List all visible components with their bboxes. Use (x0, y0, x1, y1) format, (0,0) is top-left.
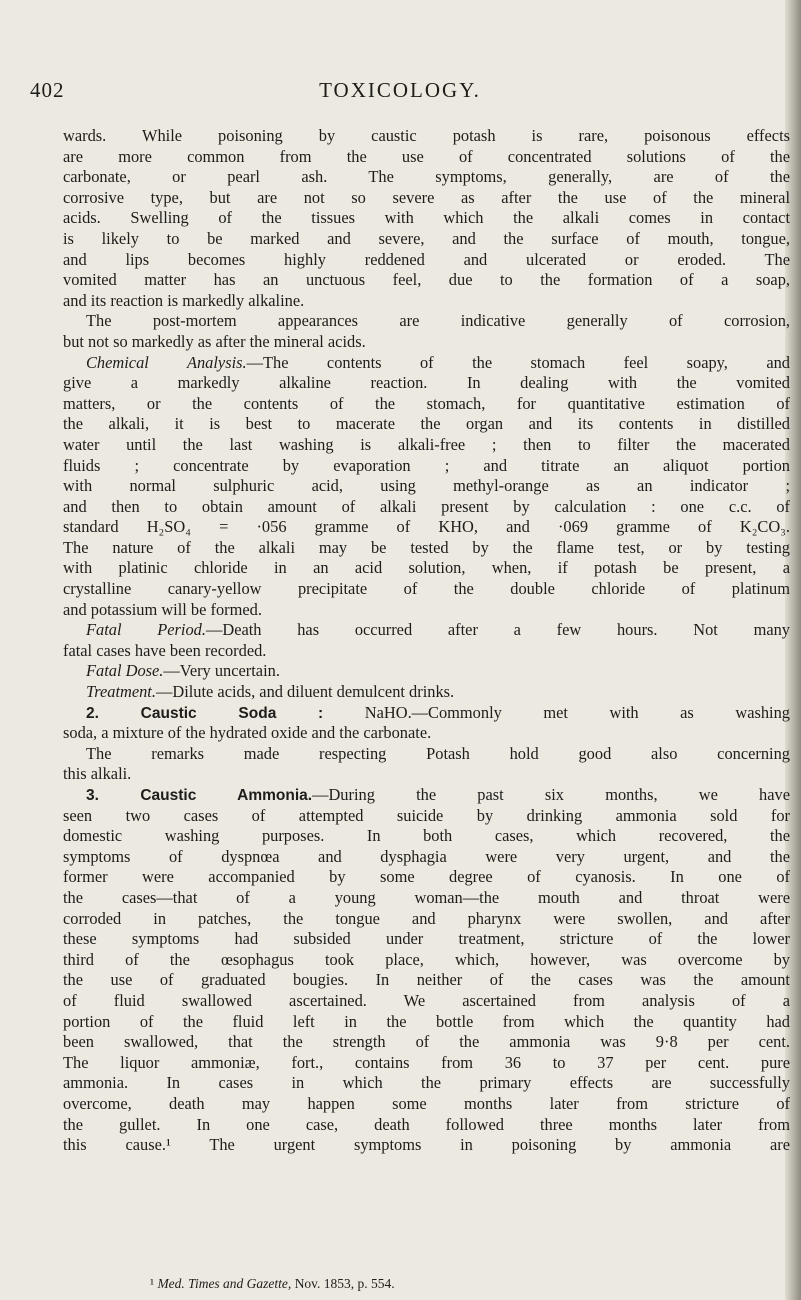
text-line: former were accompanied by some degree of cyanosis. In one of (63, 867, 790, 887)
text-line: give a markedly alkaline reaction. In dealing with the vomited (63, 373, 790, 393)
text-line: fatal cases have been recorded. (63, 640, 267, 660)
text-line: the alkali, it is best to macerate the organ and its contents in distilled (63, 414, 790, 434)
text-line: vomited matter has an unctuous feel, due to the formation of a soap, (63, 270, 790, 290)
text-line: wards. While poisoning by caustic potash is rare, poisonous effects (63, 126, 790, 145)
text-line: and potassium will be formed. (63, 599, 262, 619)
text-segment: —Dilute acids, and diluent demulcent drinks. (155, 682, 455, 702)
text-line: The post-mortem appearances are indicative generally of corrosion, (86, 311, 790, 331)
text-line: third of the œsophagus took place, which, however, was overcome by (63, 949, 790, 969)
heading-fatal-period: Fatal Period. (86, 620, 206, 640)
heading-fatal-dose: Fatal Dose. (86, 661, 164, 681)
heading-chemical-analysis: Chemical Analysis. (86, 352, 247, 372)
text-line: and then to obtain amount of alkali present by calculation : one c.c. of (63, 496, 790, 516)
text-line: been swallowed, that the strength of the ammonia was 9·8 per cent. (63, 1032, 790, 1052)
text-line: The nature of the alkali may be tested by the flame test, or by testing (63, 537, 790, 557)
text-line: domestic washing purposes. In both cases, which recovered, the (63, 826, 790, 846)
page-number: 402 (30, 78, 65, 102)
text-line: soda, a mixture of the hydrated oxide and the carbonate. (63, 723, 432, 743)
text-line: The remarks made respecting Potash hold good also concerning (86, 743, 790, 763)
body-text (63, 126, 790, 1156)
text-line: water until the last washing is alkali-free ; then to filter the macerated (63, 434, 790, 454)
running-title: TOXICOLOGY. (319, 78, 481, 102)
text-segment: —The contents of the stomach feel soapy, and (246, 352, 790, 372)
text-line: fluids ; concentrate by evaporation ; and titrate an aliquot portion (63, 455, 790, 475)
page-header (30, 78, 750, 108)
text-line: and lips becomes highly reddened and ulcerated or eroded. The (63, 249, 790, 269)
text-line: seen two cases of attempted suicide by drinking ammonia sold for (63, 805, 790, 825)
text-line: matters, or the contents of the stomach, for quantitative estimation of (63, 393, 790, 413)
footnote-source: Med. Times and Gazette, (157, 1276, 292, 1291)
fatal-period-line (63, 620, 790, 641)
text-segment: —During the past six months, we have (312, 785, 790, 804)
text-segment: NaHO.—Commonly met with as washing (364, 702, 790, 722)
footnote-marker: ¹ (150, 1276, 155, 1291)
heading-caustic-soda: 2. Caustic Soda : (86, 704, 324, 722)
text-line: the use of graduated bougies. In neither of the cases was the amount (63, 970, 790, 990)
caustic-ammonia-line (63, 785, 790, 806)
text-line: ammonia. In cases in which the primary effects are successfully (63, 1073, 790, 1093)
text-line: corrosive type, but are not so severe as after the use of the mineral (63, 187, 790, 207)
text-line: these symptoms had subsided under treatment, stricture of the lower (63, 929, 790, 949)
text-line: symptoms of dyspnœa and dysphagia were very urgent, and the (63, 846, 790, 866)
footnote-reference: Nov. 1853, p. 554. (294, 1276, 395, 1291)
text-line: standard H₂SO₄ = ·056 gramme of KHO, and ·069 gramme of K₂CO₃. (63, 517, 790, 537)
text-line: of fluid swallowed ascertained. We ascertained from analysis of a (63, 990, 790, 1010)
text-line: is likely to be marked and severe, and the surface of mouth, tongue, (63, 228, 790, 248)
text-line: and its reaction is markedly alkaline. (63, 290, 305, 310)
text-line: with platinic chloride in an acid solution, when, if potash be present, a (63, 558, 790, 578)
text-segment: —Death has occurred after a few hours. Not many (205, 620, 790, 640)
heading-caustic-ammonia: 3. Caustic Ammonia. (86, 787, 313, 804)
text-line: the cases—that of a young woman—the mouth and throat were (63, 887, 790, 907)
footnote (150, 1276, 395, 1292)
text-line: overcome, death may happen some months later from stricture of (63, 1093, 790, 1113)
text-line: crystalline canary-yellow precipitate of the double chloride of platinum (63, 579, 790, 599)
caustic-soda-line (63, 703, 790, 724)
text-line: with normal sulphuric acid, using methyl-orange as an indicator ; (63, 476, 790, 496)
fatal-dose-line (63, 661, 790, 682)
text-line: The liquor ammoniæ, fort., contains from 36 to 37 per cent. pure (63, 1052, 790, 1072)
text-line: portion of the fluid left in the bottle from which the quantity had (63, 1011, 790, 1031)
text-line: acids. Swelling of the tissues with which the alkali comes in contact (63, 208, 790, 228)
heading-treatment: Treatment. (86, 682, 156, 702)
text-line: corroded in patches, the tongue and pharynx were swollen, and after (63, 908, 790, 928)
text-line: this alkali. (63, 764, 132, 784)
text-line: but not so markedly as after the mineral acids. (63, 331, 366, 351)
text-line: the gullet. In one case, death followed three months later from (63, 1114, 790, 1134)
text-segment: —Very uncertain. (163, 661, 280, 681)
chemical-analysis-line (63, 353, 790, 374)
text-line: this cause.¹ The urgent symptoms in poisoning by ammonia are (63, 1135, 790, 1155)
text-line: carbonate, or pearl ash. The symptoms, generally, are of the (63, 167, 790, 187)
text-line: are more common from the use of concentrated solutions of the (63, 146, 790, 166)
treatment-line (63, 682, 790, 703)
